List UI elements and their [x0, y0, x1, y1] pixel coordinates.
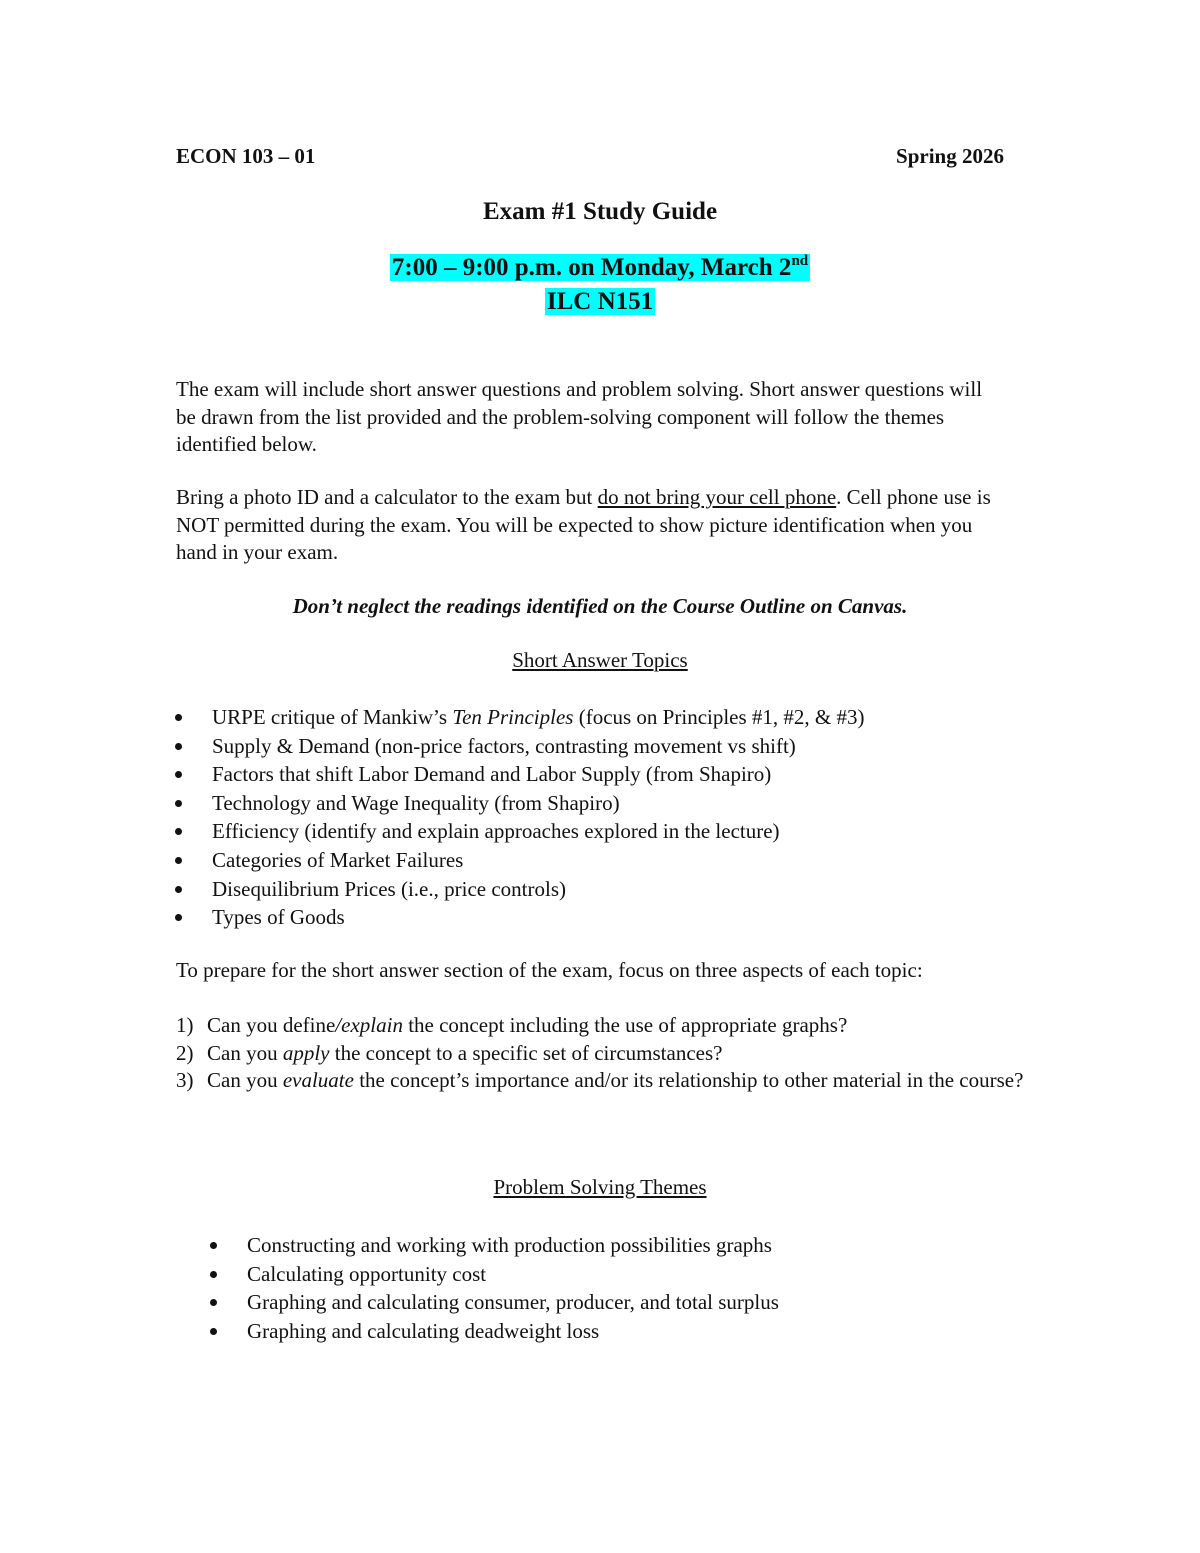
course-code: ECON 103 – 01 [176, 144, 316, 168]
list-item [247, 1231, 779, 1260]
list-item [212, 789, 865, 818]
topic-text: Technology and Wage Inequality (from Shapiro) [212, 790, 620, 815]
list-item [176, 1012, 1036, 1040]
exam-location: ILC N151 [546, 288, 654, 315]
list-item [212, 760, 865, 789]
list-item [176, 1067, 1036, 1095]
bullet-icon [175, 828, 182, 835]
question-italic-text: evaluate [282, 1068, 354, 1092]
course-header [176, 144, 1004, 169]
bullet-icon [175, 886, 182, 893]
problem-solving-heading-text: Problem Solving Themes [493, 1175, 707, 1199]
short-answer-heading [0, 648, 1200, 673]
exam-time-line [0, 254, 1200, 282]
bullet-icon [175, 857, 182, 864]
preparation-intro: To prepare for the short answer section of the exam, focus on three aspects of each topic: [176, 958, 923, 982]
preparation-questions-list [176, 1012, 1036, 1095]
bullet-icon [175, 771, 182, 778]
bullet-icon [210, 1271, 217, 1278]
topic-text: Disequilibrium Prices (i.e., price controls) [212, 876, 566, 901]
page-title: Exam #1 Study Guide [482, 198, 718, 225]
logistics-text-1: Bring a photo ID and a calculator to the exam but [176, 485, 598, 509]
list-item [247, 1317, 779, 1346]
question-text: Can you [207, 1040, 283, 1065]
exam-time-suffix: nd [791, 253, 809, 269]
question-italic-text: /explain [335, 1013, 403, 1037]
topic-text: Supply & Demand (non-price factors, contrasting movement vs shift) [212, 733, 796, 758]
question-number: 2) [176, 1040, 194, 1065]
question-text-end: the concept including the use of appropriate graphs? [402, 1013, 848, 1037]
question-number: 3) [176, 1068, 194, 1092]
theme-text: Graphing and calculating deadweight loss [247, 1318, 600, 1343]
exam-time-text: 7:00 – 9:00 p.m. on Monday, March 2 [391, 254, 792, 281]
topic-text: Efficiency (identify and explain approaches explored in the lecture) [212, 819, 780, 844]
bullet-icon [175, 914, 182, 921]
theme-text: Constructing and working with production possibilities graphs [247, 1233, 772, 1257]
topic-text: Types of Goods [212, 905, 345, 930]
problem-solving-heading [0, 1175, 1200, 1200]
intro-paragraph: The exam will include short answer questions and problem solving. Short answer questions will be drawn from the list provided and the problem-solving component will follow the themes identified below. [176, 377, 983, 456]
bullet-icon [175, 714, 182, 721]
bullet-icon [175, 743, 182, 750]
question-text-end: the concept’s importance and/or its relationship to other material in the course? [353, 1068, 1024, 1092]
question-italic-text: apply [282, 1040, 330, 1065]
question-number: 1) [176, 1013, 194, 1037]
list-item [212, 703, 865, 732]
problem-solving-themes-list [247, 1231, 779, 1345]
bullet-icon [210, 1242, 217, 1249]
list-item [247, 1260, 779, 1289]
topic-text: Factors that shift Labor Demand and Labor Supply (from Shapiro) [212, 762, 772, 787]
exam-location-line [0, 288, 1200, 316]
readings-note: Don’t neglect the readings identified on the Course Outline on Canvas. [292, 594, 908, 618]
bullet-icon [175, 800, 182, 807]
question-text: Can you [207, 1068, 283, 1092]
course-term: Spring 2026 [896, 144, 1004, 168]
logistics-text-2: . Cell phone use is NOT permitted during the exam. You will be expected to show picture identification when you hand in your exam. [176, 485, 991, 564]
list-item [212, 817, 865, 846]
list-item [212, 903, 865, 932]
list-item [212, 875, 865, 904]
theme-text: Calculating opportunity cost [247, 1261, 487, 1286]
bullet-icon [210, 1299, 217, 1306]
topic-italic-text: Ten Principles [452, 705, 574, 729]
theme-text: Graphing and calculating consumer, producer, and total surplus [247, 1290, 779, 1315]
list-item [176, 1040, 1036, 1068]
topic-text: Categories of Market Failures [212, 847, 464, 872]
exam-time-highlight [390, 254, 810, 281]
short-answer-heading-text: Short Answer Topics [512, 648, 688, 672]
question-text-end: the concept to a specific set of circumstances? [329, 1040, 723, 1065]
logistics-paragraph [176, 484, 1006, 567]
short-answer-topics-list [212, 703, 865, 932]
bullet-icon [210, 1328, 217, 1335]
question-text: Can you define [207, 1013, 336, 1037]
list-item [212, 732, 865, 761]
no-phone-text: do not bring your cell phone [597, 485, 837, 509]
topic-text: URPE critique of Mankiw’s [212, 705, 453, 729]
list-item [212, 846, 865, 875]
list-item [247, 1288, 779, 1317]
topic-text-end: (focus on Principles #1, #2, & #3) [573, 705, 865, 729]
